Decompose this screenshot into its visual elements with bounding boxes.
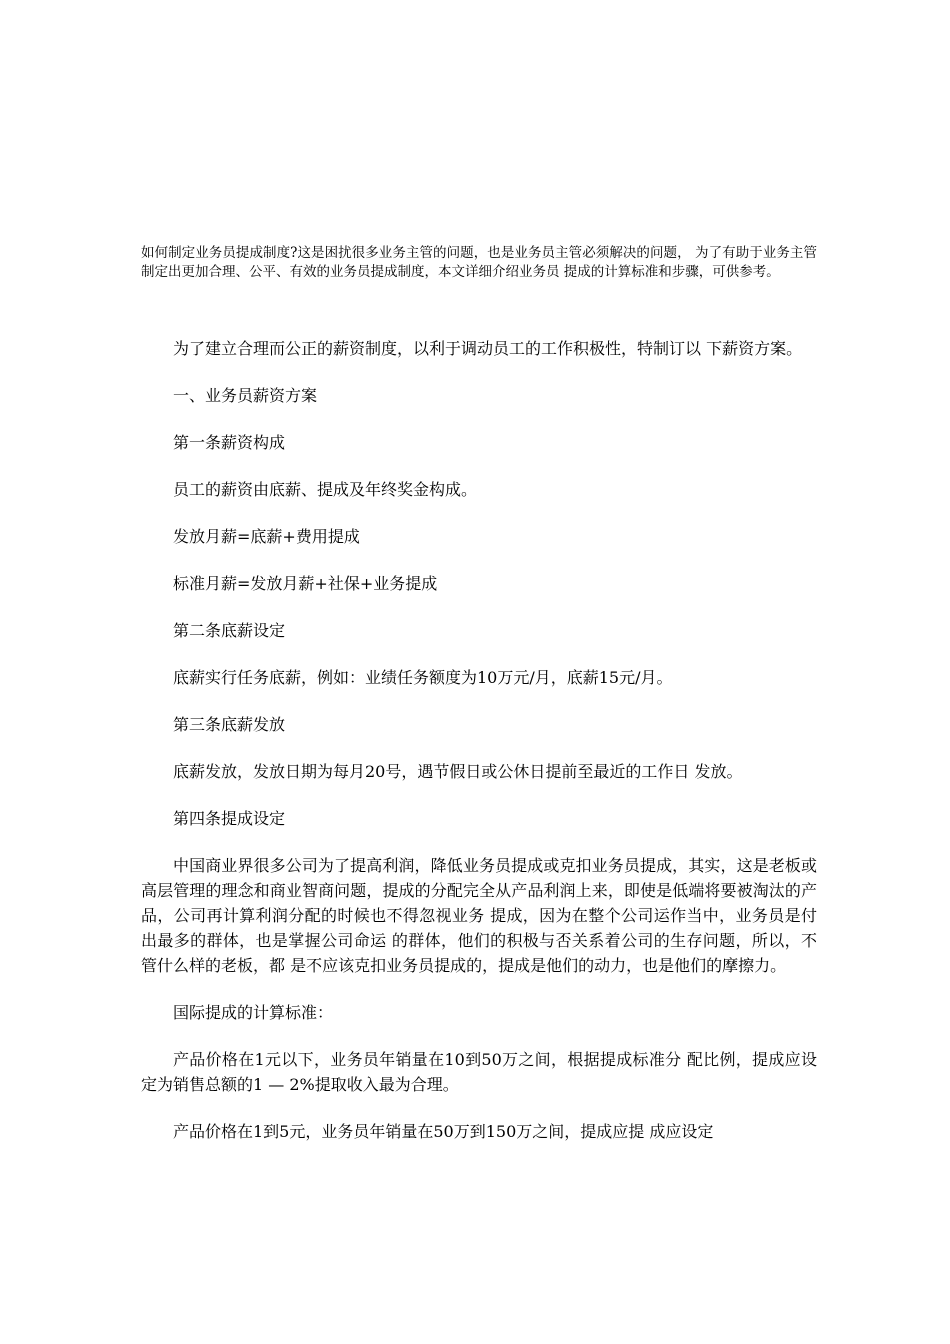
article-heading: 第三条底薪发放 bbox=[173, 715, 286, 734]
formula-line: 发放月薪=底薪+费用提成 bbox=[173, 527, 360, 546]
document-body bbox=[141, 336, 817, 1166]
formula-line: 标准月薪=发放月薪+社保+业务提成 bbox=[173, 574, 438, 593]
paragraph-salary-intro: 为了建立合理而公正的薪资制度，以利于调动员工的工作积极性，特制订以 下薪资方案。 bbox=[173, 339, 803, 358]
article-heading: 第一条薪资构成 bbox=[173, 433, 286, 452]
paragraph: 底薪发放，发放日期为每月20号，遇节假日或公休日提前至最近的工作日 发放。 bbox=[173, 762, 743, 781]
article-heading: 第二条底薪设定 bbox=[173, 621, 286, 640]
paragraph: 底薪实行任务底薪，例如：业绩任务额度为10万元/月，底薪15元/月。 bbox=[173, 668, 673, 687]
paragraph: 产品价格在1到5元，业务员年销量在50万到150万之间，提成应提 成应设定 bbox=[173, 1122, 714, 1141]
intro-paragraph: 如何制定业务员提成制度?这是困扰很多业务主管的问题，也是业务员主管必须解决的问题， 为了有助于业务主管制定出更加合理、公平、有效的业务员提成制度，本文详细介绍业务员 提成的计算标准和步骤，可供参考。 bbox=[141, 245, 817, 280]
section-heading: 一、业务员薪资方案 bbox=[173, 386, 318, 405]
paragraph: 产品价格在1元以下，业务员年销量在10到50万之间，根据提成标准分 配比例，提成应设定为销售总额的1 — 2%提取收入最为合理。 bbox=[141, 1050, 817, 1094]
paragraph: 员工的薪资由底薪、提成及年终奖金构成。 bbox=[173, 480, 478, 499]
subheading: 国际提成的计算标准： bbox=[173, 1003, 334, 1022]
article-heading: 第四条提成设定 bbox=[173, 809, 286, 828]
paragraph: 中国商业界很多公司为了提高利润，降低业务员提成或克扣业务员提成，其实，这是老板或高层管理的理念和商业智商问题，提成的分配完全从产品利润上来，即使是低端将要被淘汰的产品，公司再计算利润分配的时候也不得忽视业务 提成，因为在整个公司运作当中，业务员是付出最多的群体，也是掌握公司命运 的群体，他们的积极与否关系着公司的生存问题，所以，不管什么样的老板，都 是不应该克扣业务员提成的，提成是他们的动力，也是他们的摩擦力。 bbox=[141, 856, 817, 975]
